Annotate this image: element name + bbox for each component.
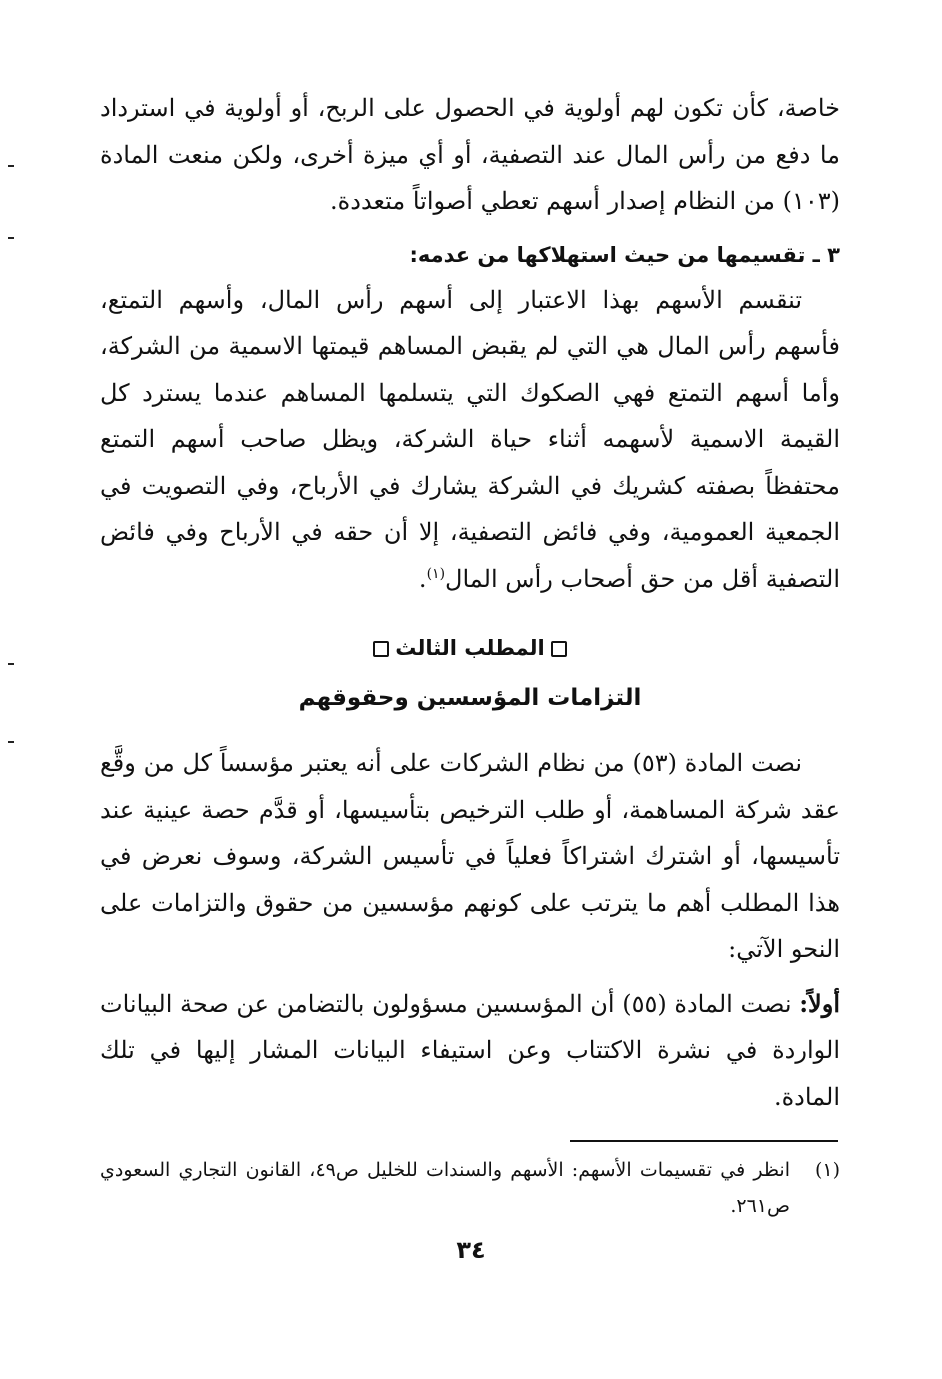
square-bullet-icon [373,641,389,657]
footnote [100,1152,840,1224]
section-title: التزامات المؤسسين وحقوقهم [298,685,642,711]
opening-paragraph: خاصة، كأن تكون لهم أولوية في الحصول على الربح، أو أولوية في استرداد ما دفع من رأس المال عند التصفية، أو أي ميزة أخرى، ولكن منعت المادة (١٠٣) من النظام إصدار أسهم تعطي أصواتاً متعددة. [100,94,840,215]
section-label [100,628,840,668]
scan-mark [8,237,14,239]
paragraph-classification [100,277,840,603]
footnote-text: انظر في تقسيمات الأسهم: الأسهم والسندات للخليل ص٤٩، القانون التجاري السعودي ص٢٦١. [100,1159,790,1217]
square-bullet-icon [551,641,567,657]
first-lead: أولاً: [799,988,840,1018]
page-body [100,85,840,1120]
paragraph-intro: نصت المادة (٥٣) من نظام الشركات على أنه يعتبر مؤسساً كل من وقَّع عقد شركة المساهمة، أو طلب الترخيص بتأسيسها، أو قدَّم حصة عينية عند تأسيسها، أو اشترك اشتراكاً فعلياً في تأسيس الشركة، وسوف نعرض في هذا المطلب أهم ما يترتب على كونهم مؤسسين من حقوق والتزامات على النحو الآتي: [100,749,840,963]
subheading-classification: ٣ ـ تقسيمها من حيث استهلاكها من عدمه: [409,242,840,267]
paragraph-first [100,981,840,1121]
footnote-number: (١) [814,1159,840,1181]
paragraph-classification-end: . [418,564,427,593]
first-text: نصت المادة (٥٥) أن المؤسسين مسؤولون بالتضامن عن صحة البيانات الواردة في نشرة الاكتتاب وعن استيفاء البيانات المشار إليها في تلك المادة. [100,989,840,1111]
section-label-text: المطلب الثالث [395,636,545,660]
footnote-divider [570,1140,838,1142]
page-number: ٣٤ [456,1236,486,1264]
footnote-reference[interactable]: (١) [426,565,446,582]
scan-mark [8,741,14,743]
scan-mark [8,663,14,665]
paragraph-classification-text: تنقسم الأسهم بهذا الاعتبار إلى أسهم رأس المال، وأسهم التمتع، فأسهم رأس المال هي التي لم يقبض المساهم قيمتها الاسمية من الشركة، وأما أسهم التمتع فهي الصكوك التي يتسلمها المساهم عندما يسترد كل القيمة الاسمية لأسهمه أثناء حياة الشركة، ويظل صاحب أسهم التمتع محتفظاً بصفته كشريك في الشركة يشارك في الأرباح، وفي التصويت في الجمعية العمومية، وفي فائض التصفية، إلا أن حقه في الأرباح وفي فائض التصفية أقل من حق أصحاب رأس المال [100,285,841,593]
scan-mark [8,165,14,167]
